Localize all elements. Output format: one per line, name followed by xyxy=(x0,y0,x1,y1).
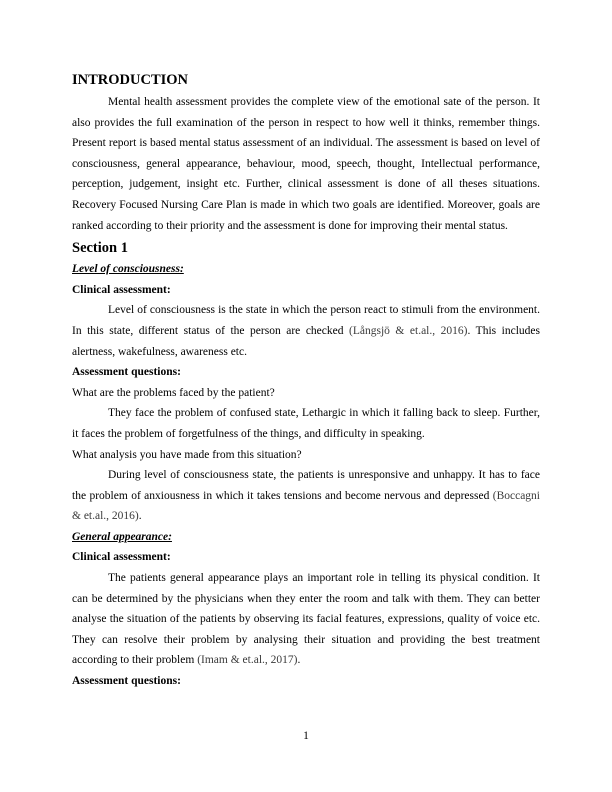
consciousness-citation: (Långsjö & et.al., 2016) xyxy=(349,324,468,337)
section-1-heading: Section 1 xyxy=(72,240,128,257)
appearance-clinical-label: Clinical assessment: xyxy=(72,551,171,564)
consciousness-clinical-tail: . This includes alertness, wakefulness, awareness etc. xyxy=(72,324,540,358)
appearance-questions-label: Assessment questions: xyxy=(72,675,181,688)
consciousness-clinical-label: Clinical assessment: xyxy=(72,283,171,296)
consciousness-answer-2-tail: . xyxy=(138,510,142,523)
consciousness-answer-2-text: During level of consciousness state, the patients is unresponsive and unhappy. It has to face the problem of anxiousness in which it takes tensions and become nervous and depressed xyxy=(72,469,540,502)
consciousness-clinical-text: Level of consciousness is the state in which the person react to stimuli from the environment. In this state, different status of the person are checked xyxy=(72,304,540,337)
appearance-clinical-text: The patients general appearance plays an important role in telling its physical condition. It can be determined by the physicians when they enter the room and talk with them. They can better analyse the situation of the patients by observing its facial features, expressions, quality of voice etc. They can resolve their problem by analysing their situation and providing the best treatment according to their problem xyxy=(72,572,540,667)
introduction-heading: INTRODUCTION xyxy=(72,72,189,88)
appearance-subheading: General appearance: xyxy=(72,530,172,543)
consciousness-answer-2 xyxy=(72,465,540,527)
consciousness-answer-2-citation: (Boccagni & et.al., 2016) xyxy=(72,489,540,523)
page-number: 1 xyxy=(303,730,309,742)
appearance-clinical-tail: . xyxy=(297,654,301,667)
introduction-paragraph: Mental health assessment provides the complete view of the emotional sate of the person. It also provides the full examination of the person in respect to how well it thinks, remember things. Present report is based mental status assessment of an individual. The assessment is based on level of consciousness, general appearance, behaviour, mood, speech, thought, Intellectual performance, perception, judgement, insight etc. Further, clinical assessment is done of all theses situations. Recovery Focused Nursing Care Plan is made in which two goals are identified. Moreover, goals are ranked according to their priority and the assessment is done for improving their mental status. xyxy=(72,96,540,232)
consciousness-clinical-paragraph xyxy=(72,300,540,362)
consciousness-subheading: Level of consciousness: xyxy=(72,263,184,276)
consciousness-question-1: What are the problems faced by the patient? xyxy=(72,386,275,399)
appearance-clinical-paragraph xyxy=(72,568,540,671)
appearance-citation: (Imam & et.al., 2017) xyxy=(197,654,298,667)
consciousness-answer-1: They face the problem of confused state, Lethargic in which it falling back to sleep. Further, it faces the problem of forgetfulness of the things, and difficulty in speaking. xyxy=(72,407,540,440)
consciousness-question-2: What analysis you have made from this situation? xyxy=(72,448,302,461)
consciousness-questions-label: Assessment questions: xyxy=(72,366,181,379)
document-page xyxy=(72,70,540,692)
